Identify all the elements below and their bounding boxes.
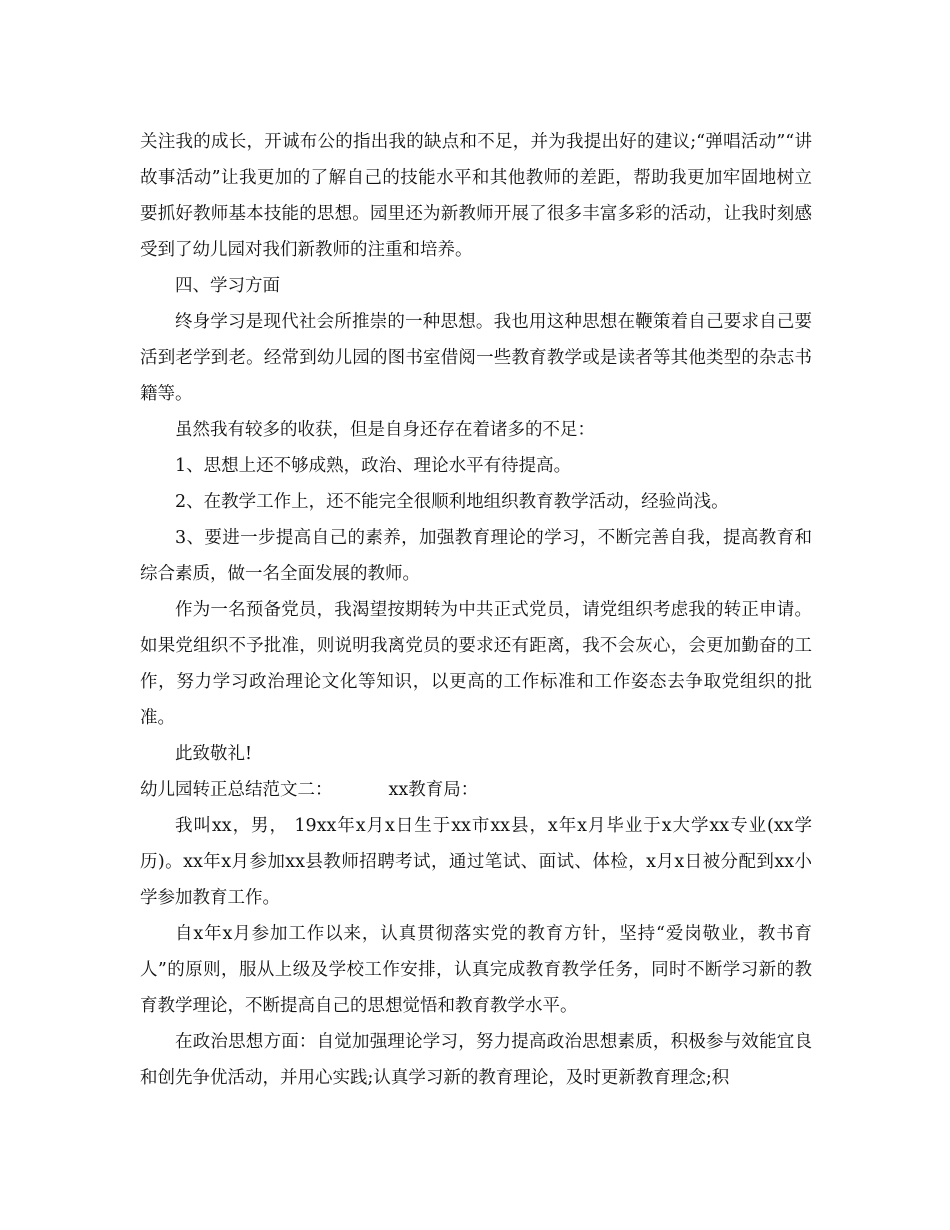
- essay-title: 幼儿园转正总结范文二：: [140, 780, 333, 800]
- list-item-1: 1、思想上还不够成熟，政治、理论水平有待提高。: [175, 456, 572, 476]
- section-heading-study: 四、学习方面: [175, 276, 280, 296]
- paragraph-work-since: 自x年x月参加工作以来，认真贯彻落实党的教育方针，坚持“爱岗敬业，教书育人”的原则，服从上级及学校工作安排，认真完成教育教学任务，同时不断学习新的教育教学理论，不断提高自己的思想觉悟和教育教学水平。: [140, 924, 812, 1016]
- essay-heading: [140, 772, 812, 808]
- list-item-2: 2、在教学工作上，还不能完全很顺利地组织教育教学活动，经验尚浅。: [175, 492, 729, 512]
- closing-salutation: 此致敬礼!: [175, 744, 253, 764]
- paragraph-lifelong-learning: 终身学习是现代社会所推崇的一种思想。我也用这种思想在鞭策着自己要求自己要活到老学到老。经常到幼儿园的图书室借阅一些教育教学或是读者等其他类型的杂志书籍等。: [140, 312, 812, 404]
- essay-addressee: xx教育局：: [388, 780, 479, 800]
- paragraph-self-intro: 我叫xx，男， 19xx年x月x日生于xx市xx县，x年x月毕业于x大学xx专业(xx学历)。xx年x月参加xx县教师招聘考试，通过笔试、面试、体检，x月x日被分配到xx小学参加教育工作。: [140, 816, 812, 908]
- paragraph-growth: 关注我的成长，开诚布公的指出我的缺点和不足，并为我提出好的建议;“弹唱活动”“讲故事活动”让我更加的了解自己的技能水平和其他教师的差距，帮助我更加牢固地树立要抓好教师基本技能的思想。园里还为新教师开展了很多丰富多彩的活动，让我时刻感受到了幼儿园对我们新教师的注重和培养。: [140, 132, 812, 260]
- paragraph-political-thought: 在政治思想方面：自觉加强理论学习，努力提高政治思想素质，积极参与效能宜良和创先争优活动，并用心实践;认真学习新的教育理论，及时更新教育理念;积: [140, 1032, 812, 1088]
- list-item-3: 3、要进一步提高自己的素养，加强教育理论的学习，不断完善自我，提高教育和综合素质，做一名全面发展的教师。: [140, 528, 812, 584]
- paragraph-party-member: 作为一名预备党员，我渴望按期转为中共正式党员，请党组织考虑我的转正申请。如果党组织不予批准，则说明我离党员的要求还有距离，我不会灰心，会更加勤奋的工作，努力学习政治理论文化等知识，以更高的工作标准和工作姿态去争取党组织的批准。: [140, 600, 812, 728]
- paragraph-shortcomings-intro: 虽然我有较多的收获，但是自身还存在着诸多的不足：: [175, 420, 595, 440]
- document-body: [140, 124, 812, 1096]
